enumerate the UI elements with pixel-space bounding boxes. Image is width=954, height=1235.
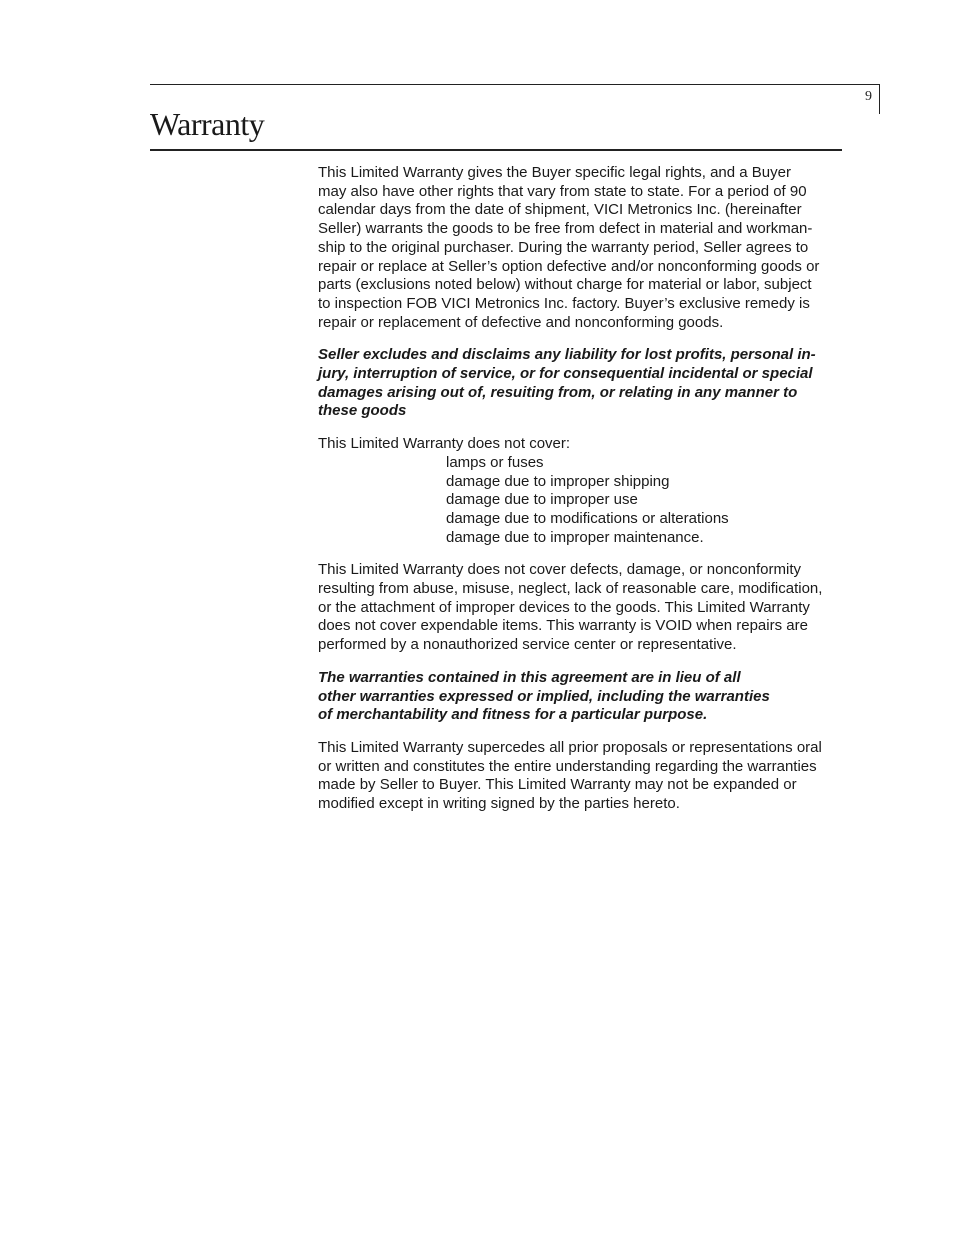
exclusion-item: damage due to improper use [446,491,638,509]
header-rule [150,84,880,85]
text-line: to inspection FOB VICI Metronics Inc. factory. Buyer’s exclusive remedy is [318,294,810,312]
text-line: Seller) warrants the goods to be free from defect in material and workman- [318,220,813,238]
text-line: these goods [318,402,407,420]
warranty-body [318,164,844,828]
exclusion-item: damage due to improper maintenance. [446,528,704,546]
exclusion-item: damage due to modifications or alterations [446,509,729,527]
text-line: may also have other rights that vary from state to state. For a period of 90 [318,182,807,200]
text-line: of merchantability and fitness for a particular purpose. [318,706,708,724]
text-line: jury, interruption of service, or for consequential incidental or special [318,365,813,383]
text-line: or written and constitutes the entire understanding regarding the warranties [318,757,817,775]
header-corner-rule [879,84,880,114]
exclusion-item: damage due to improper shipping [446,472,670,490]
text-line: This Limited Warranty gives the Buyer specific legal rights, and a Buyer [318,164,791,181]
text-line: modified except in writing signed by the parties hereto. [318,795,680,813]
text-line: or the attachment of improper devices to the goods. This Limited Warranty [318,598,810,616]
exclusion-item: lamps or fuses [446,453,544,471]
paragraph-liability-disclaimer [318,346,844,421]
text-line: parts (exclusions noted below) without charge for material or labor, subject [318,276,812,294]
paragraph-supercedes [318,739,844,814]
page-number: 9 [865,89,872,104]
title-underline [150,149,842,151]
text-line: This Limited Warranty supercedes all prior proposals or representations oral [318,738,822,756]
paragraph-lieu-of-warranties [318,669,844,725]
text-line: performed by a nonauthorized service center or representative. [318,636,737,654]
paragraph-exclusions [318,435,844,547]
text-line: ship to the original purchaser. During the warranty period, Seller agrees to [318,238,809,256]
text-line: resulting from abuse, misuse, neglect, lack of reasonable care, modification, [318,580,823,598]
text-line: calendar days from the date of shipment, VICI Metronics Inc. (hereinafter [318,201,802,219]
page-title: Warranty [150,106,265,142]
text-line: repair or replacement of defective and nonconforming goods. [318,313,724,331]
text-line: Seller excludes and disclaims any liability for lost profits, personal in- [318,346,816,364]
text-line: This Limited Warranty does not cover defects, damage, or nonconformity [318,561,801,579]
text-line: damages arising out of, resuiting from, or relating in any manner to [318,383,798,401]
text-line: other warranties expressed or implied, including the warranties [318,687,770,705]
paragraph-limited-warranty [318,164,844,332]
text-line: The warranties contained in this agreement are in lieu of all [318,668,741,686]
text-line: repair or replace at Seller’s option defective and/or nonconforming goods or [318,257,820,275]
paragraph-not-covered [318,561,844,655]
exclusions-intro: This Limited Warranty does not cover: [318,435,571,453]
text-line: does not cover expendable items. This warranty is VOID when repairs are [318,617,808,635]
text-line: made by Seller to Buyer. This Limited Warranty may not be expanded or [318,776,797,794]
